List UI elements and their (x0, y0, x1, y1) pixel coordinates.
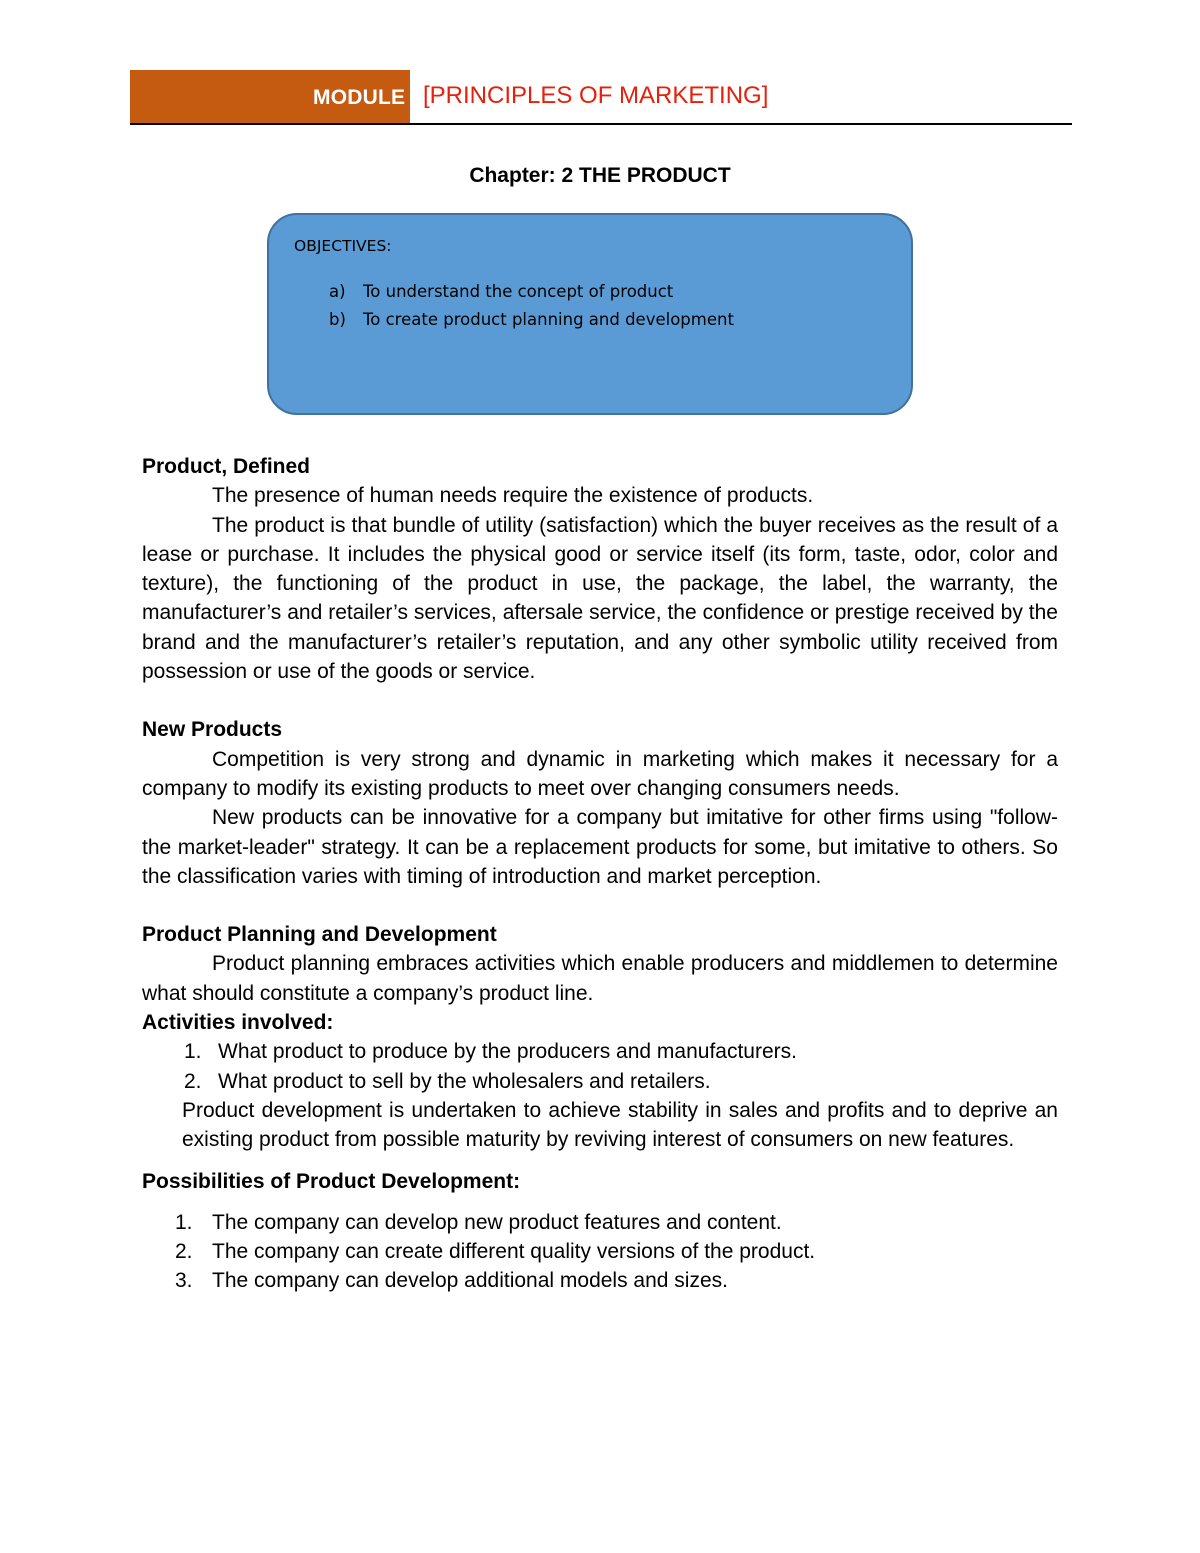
list-text: What product to produce by the producers and manufacturers. (218, 1040, 797, 1064)
list-number: 1. (175, 1210, 193, 1234)
objectives-box (267, 213, 913, 415)
paragraph: Product development is undertaken to achieve stability in sales and profits and to deprive an existing product from possible maturity by reviving interest of consumers on new features. (182, 1098, 1058, 1152)
objectives-heading: OBJECTIVES: (294, 237, 392, 255)
paragraph: The product is that bundle of utility (satisfaction) which the buyer receives as the result of a lease or purchase. It includes the physical good or service itself (its form, taste, odor, color and texture), the functioning of the product in use, the package, the label, the warranty, the manufacturer’s and retailer’s services, aftersale service, the confidence or prestige received by the brand and the manufacturer’s retailer’s reputation, and any other symbolic utility received from possession or use of the goods or service. (142, 513, 1058, 684)
activities-list (142, 1037, 1058, 1096)
list-item (142, 1237, 1058, 1266)
paragraph: Product planning embraces activities which enable producers and middlemen to determine what should constitute a company’s product line. (142, 952, 1058, 1005)
module-title: [PRINCIPLES OF MARKETING] (423, 82, 769, 109)
list-item (142, 1208, 1058, 1237)
section-title-possibilities: Possibilities of Product Development: (142, 1169, 521, 1193)
module-label: MODULE (313, 86, 406, 109)
objective-text: To understand the concept of product (363, 282, 674, 301)
document-body (142, 452, 1058, 1296)
objective-item (329, 310, 734, 329)
list-number: 2. (175, 1240, 193, 1264)
objective-text: To create product planning and development (363, 310, 734, 329)
list-number: 3. (175, 1269, 193, 1293)
section-title-product-defined: Product, Defined (142, 455, 311, 478)
list-item (142, 1266, 1058, 1295)
possibilities-list (142, 1208, 1058, 1296)
objective-marker: b) (329, 310, 346, 329)
list-text: The company can develop new product features and content. (212, 1210, 782, 1234)
section-title-new-products: New Products (142, 718, 283, 742)
section-title-planning: Product Planning and Development (142, 923, 497, 947)
list-number: 2. (184, 1069, 202, 1093)
chapter-title: Chapter: 2 THE PRODUCT (469, 164, 731, 187)
paragraph: New products can be innovative for a company but imitative for other firms using "follow-the market-leader" strategy. It can be a replacement products for some, but imitative to others. So the classification varies with timing of introduction and market perception. (142, 806, 1058, 888)
list-text: What product to sell by the wholesalers and retailers. (218, 1069, 711, 1093)
objective-item (329, 282, 673, 301)
list-text: The company can develop additional models and sizes. (212, 1269, 728, 1293)
list-item (142, 1037, 1058, 1066)
paragraph: The presence of human needs require the existence of products. (212, 484, 814, 508)
objective-marker: a) (329, 282, 346, 301)
activities-heading: Activities involved: (142, 1011, 334, 1035)
list-number: 1. (184, 1040, 202, 1064)
list-item (142, 1067, 1058, 1096)
list-text: The company can create different quality versions of the product. (212, 1240, 816, 1264)
header-divider (130, 123, 1072, 125)
paragraph: Competition is very strong and dynamic in marketing which makes it necessary for a company to modify its existing products to meet over changing consumers needs. (142, 747, 1058, 800)
